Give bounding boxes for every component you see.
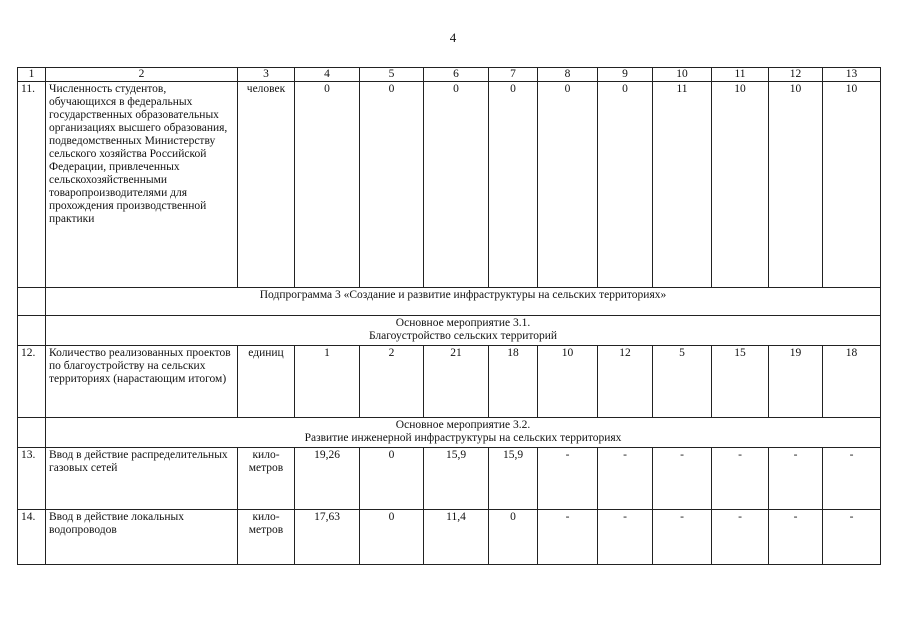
value-cell: -	[653, 448, 712, 510]
subprogram-row	[18, 288, 881, 316]
column-number: 11	[712, 68, 769, 82]
column-number: 10	[653, 68, 712, 82]
value-cell: 5	[653, 346, 712, 418]
value-cell: 0	[360, 82, 424, 288]
measure-row	[18, 316, 881, 346]
indicator-description: Ввод в действие распределительных газовых сетей	[46, 448, 238, 510]
subprogram-title: Подпрограмма 3 «Создание и развитие инфраструктуры на сельских территориях»	[46, 288, 881, 316]
value-cell: 19,26	[295, 448, 360, 510]
value-cell: 10	[712, 82, 769, 288]
value-cell: -	[598, 510, 653, 565]
value-cell: 18	[823, 346, 881, 418]
column-number: 13	[823, 68, 881, 82]
value-cell: 0	[360, 510, 424, 565]
page-number: 4	[449, 30, 457, 45]
value-cell: 10	[769, 82, 823, 288]
unit-cell: кило- метров	[238, 448, 295, 510]
unit-cell: человек	[238, 82, 295, 288]
value-cell: 2	[360, 346, 424, 418]
value-cell: 15,9	[424, 448, 489, 510]
indicator-description: Ввод в действие локальных водопроводов	[46, 510, 238, 565]
value-cell: -	[769, 448, 823, 510]
indicators-table	[17, 67, 881, 565]
column-number: 9	[598, 68, 653, 82]
value-cell: -	[712, 448, 769, 510]
value-cell: -	[538, 448, 598, 510]
table-row-13	[18, 448, 881, 510]
value-cell: 0	[295, 82, 360, 288]
column-number: 12	[769, 68, 823, 82]
column-number: 8	[538, 68, 598, 82]
empty-cell	[18, 288, 46, 316]
value-cell: 0	[598, 82, 653, 288]
value-cell: -	[823, 510, 881, 565]
measure-name: Благоустройство сельских территорий	[368, 330, 558, 342]
column-number: 7	[489, 68, 538, 82]
value-cell: 11,4	[424, 510, 489, 565]
value-cell: 12	[598, 346, 653, 418]
value-cell: 11	[653, 82, 712, 288]
empty-cell	[18, 418, 46, 448]
table-row-12	[18, 346, 881, 418]
column-number: 6	[424, 68, 489, 82]
value-cell: 0	[489, 82, 538, 288]
value-cell: 0	[360, 448, 424, 510]
value-cell: 0	[424, 82, 489, 288]
column-number-row	[18, 68, 881, 82]
value-cell: -	[653, 510, 712, 565]
column-number: 4	[295, 68, 360, 82]
empty-cell	[18, 316, 46, 346]
value-cell: -	[823, 448, 881, 510]
row-number: 11.	[18, 82, 46, 288]
value-cell: 10	[823, 82, 881, 288]
value-cell: 18	[489, 346, 538, 418]
row-number: 12.	[18, 346, 46, 418]
measure-number: Основное мероприятие 3.2.	[395, 419, 531, 431]
measure-row	[18, 418, 881, 448]
value-cell: 21	[424, 346, 489, 418]
measure-title	[46, 316, 881, 346]
table-row-11	[18, 82, 881, 288]
value-cell: 1	[295, 346, 360, 418]
value-cell: -	[598, 448, 653, 510]
value-cell: 17,63	[295, 510, 360, 565]
column-number: 1	[18, 68, 46, 82]
column-number: 5	[360, 68, 424, 82]
unit-cell: кило- метров	[238, 510, 295, 565]
indicator-description: Численность студентов, обучающихся в федеральных государственных образовательных организациях высшего образования, подведомственных Министерству сельского хозяйства Российской Федерации, привлеченных сельскохозяйственными товаропроизводителями для прохождения производственной практики	[46, 82, 238, 288]
table-row-14	[18, 510, 881, 565]
measure-title	[46, 418, 881, 448]
value-cell: 19	[769, 346, 823, 418]
value-cell: -	[712, 510, 769, 565]
value-cell: -	[538, 510, 598, 565]
value-cell: 0	[538, 82, 598, 288]
indicator-description: Количество реализованных проектов по благоустройству на сельских территориях (нарастающим итогом)	[46, 346, 238, 418]
value-cell: 15	[712, 346, 769, 418]
row-number: 14.	[18, 510, 46, 565]
column-number: 2	[46, 68, 238, 82]
value-cell: 15,9	[489, 448, 538, 510]
measure-name: Развитие инженерной инфраструктуры на сельских территориях	[304, 432, 622, 444]
row-number: 13.	[18, 448, 46, 510]
value-cell: 0	[489, 510, 538, 565]
column-number: 3	[238, 68, 295, 82]
value-cell: 10	[538, 346, 598, 418]
unit-cell: единиц	[238, 346, 295, 418]
value-cell: -	[769, 510, 823, 565]
measure-number: Основное мероприятие 3.1.	[395, 317, 531, 329]
